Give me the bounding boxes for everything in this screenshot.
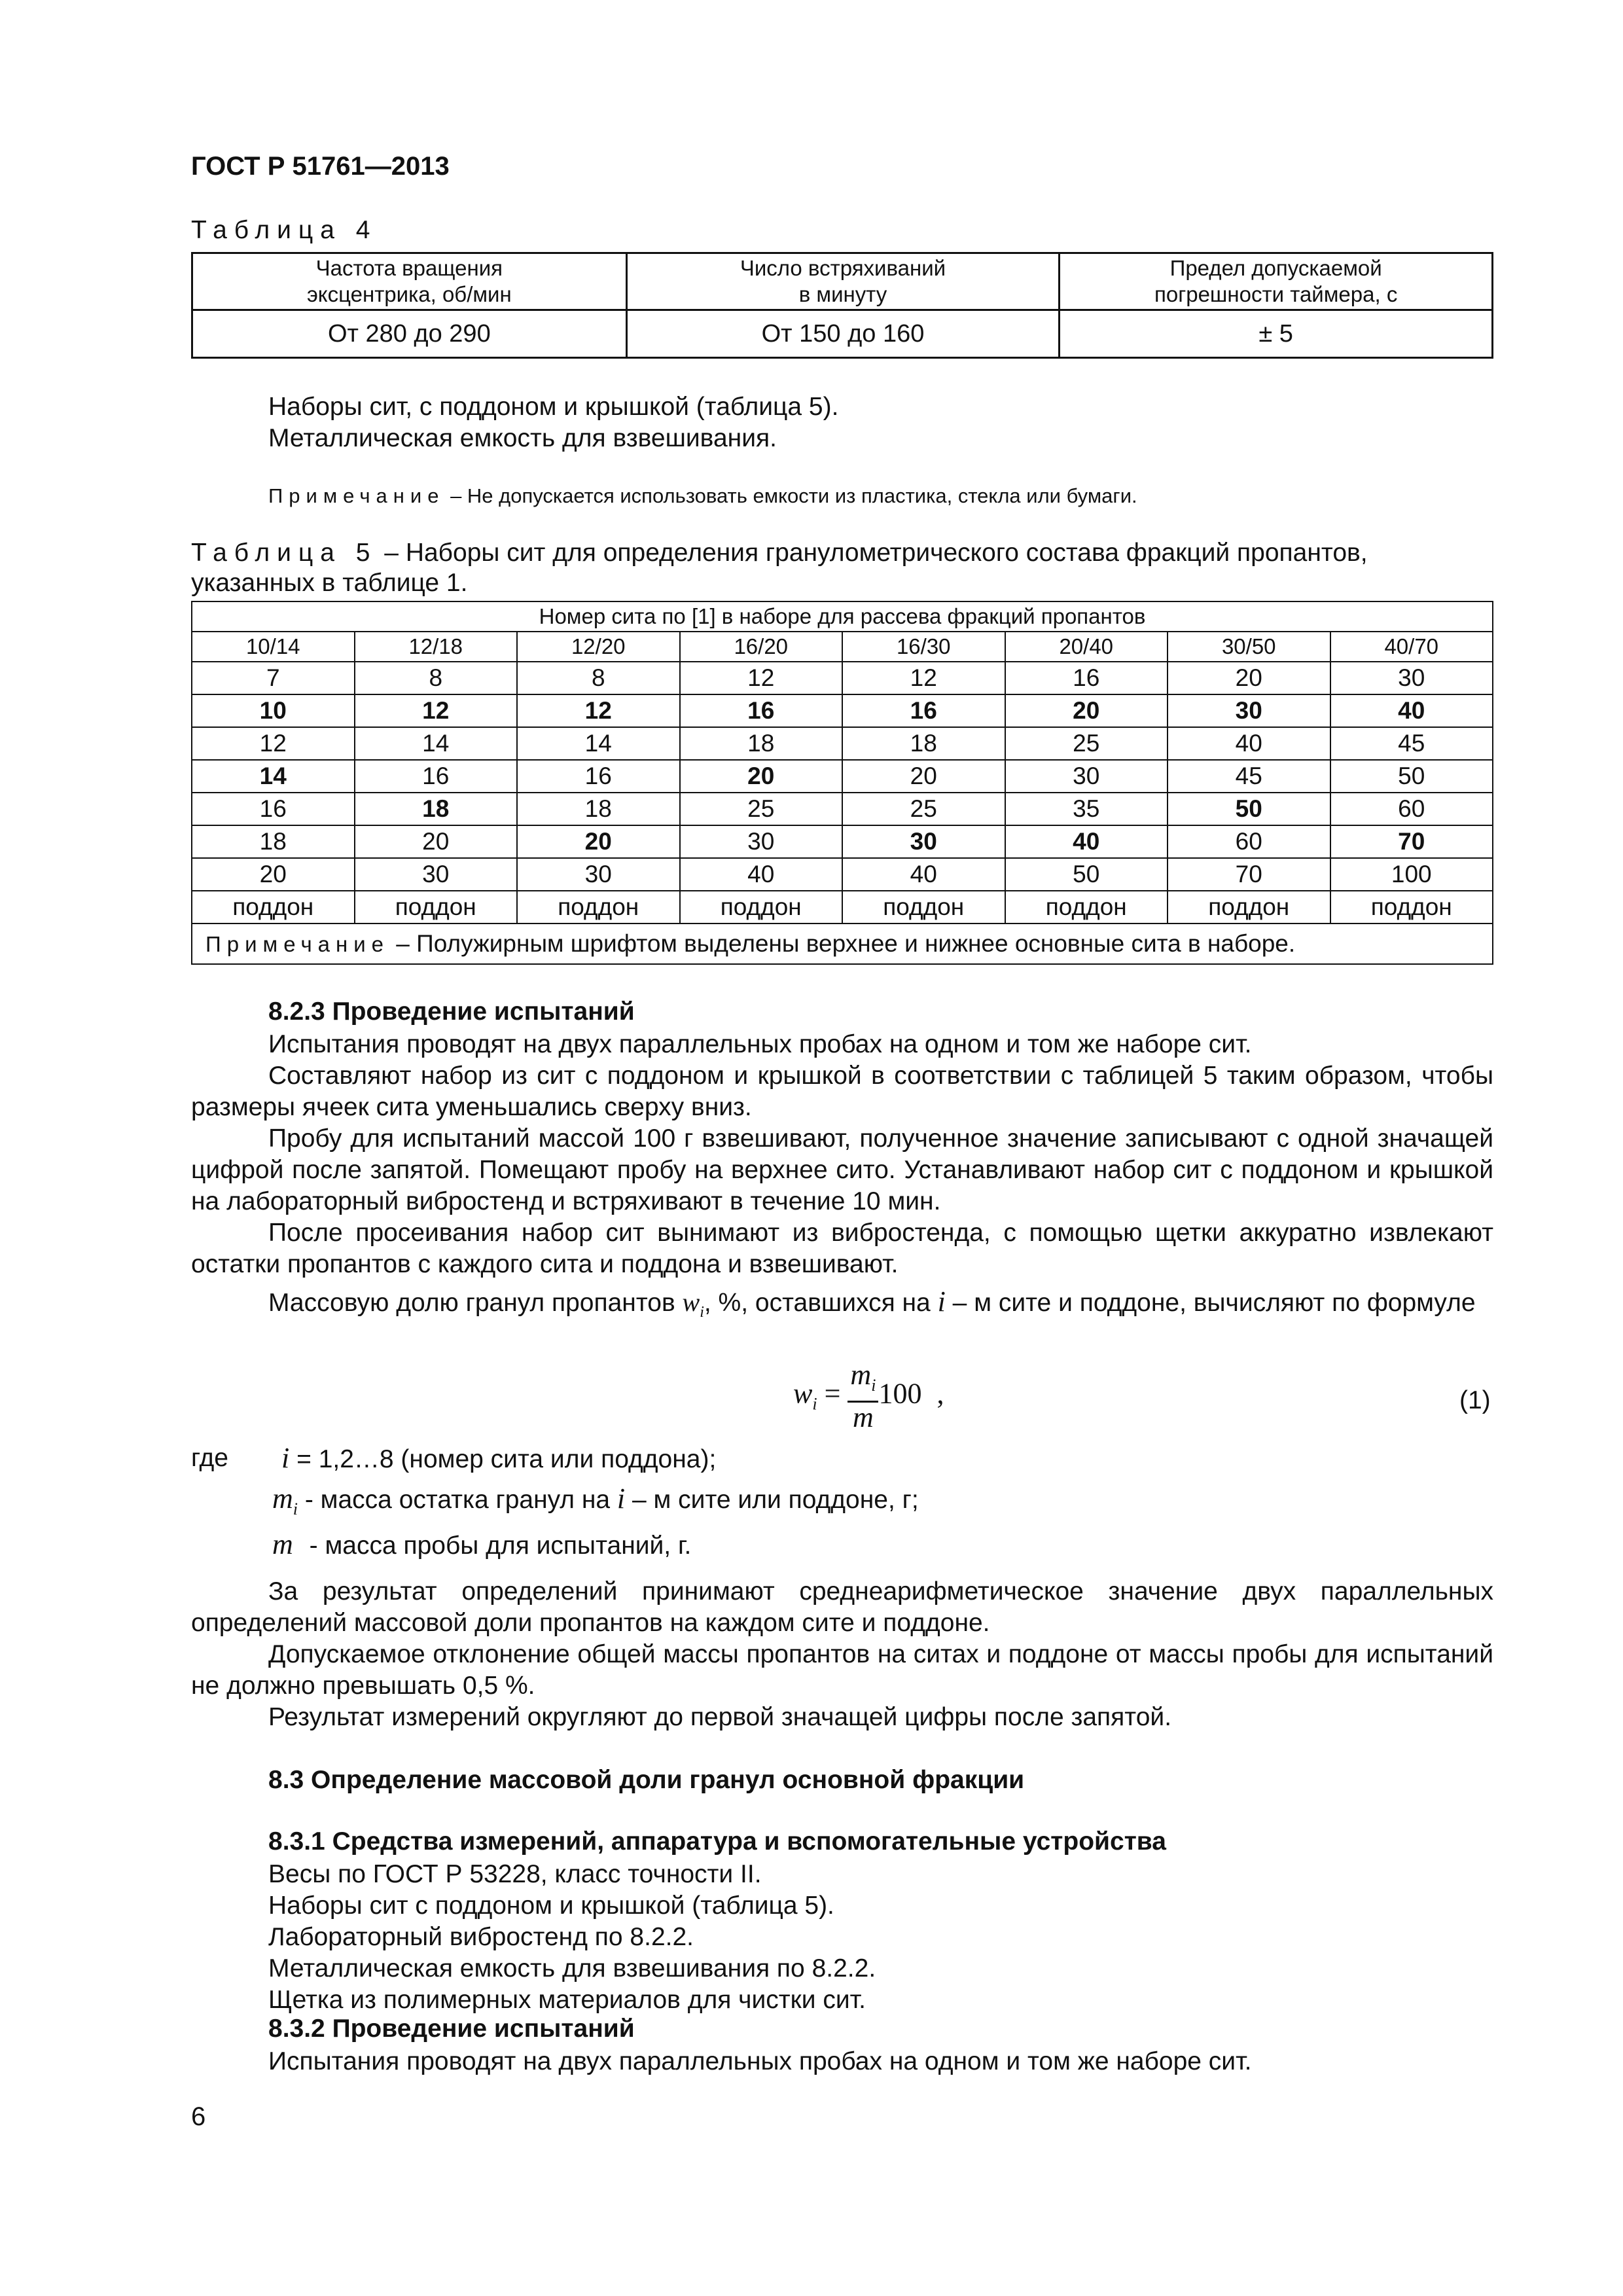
table-cell: 70: [1330, 825, 1493, 858]
table5-column-header: 30/50: [1168, 632, 1330, 662]
table-cell: 30: [842, 825, 1005, 858]
table-cell: поддон: [1005, 891, 1168, 924]
table5-column-header: 40/70: [1330, 632, 1493, 662]
table-cell: 50: [1005, 858, 1168, 891]
table-cell: 40: [842, 858, 1005, 891]
variable-i: i: [937, 1285, 946, 1318]
table-cell: 12: [680, 662, 843, 694]
table4-header-cell: Число встряхиваний в минуту: [626, 253, 1060, 310]
table-cell: поддон: [1330, 891, 1493, 924]
table-cell: 12: [842, 662, 1005, 694]
table-cell: 45: [1168, 760, 1330, 793]
paragraph: Результат измерений округляют до первой значащей цифры после запятой.: [268, 1703, 1172, 1731]
table5-caption: Таблица 5 – Наборы сит для определения гранулометрического состава фракций пропантов, указанных в таблице 1.: [191, 539, 1368, 597]
list-item: Металлическая емкость для взвешивания по 8.2.2.: [268, 1954, 876, 1982]
table5-span-header: Номер сита по [1] в наборе для рассева фракций пропантов: [192, 601, 1493, 632]
page-number: 6: [191, 2102, 206, 2131]
table-cell: поддон: [192, 891, 355, 924]
variable-w: $w_i$: [682, 1287, 704, 1321]
table-cell: 35: [1005, 793, 1168, 825]
table-cell: 60: [1330, 793, 1493, 825]
table-cell: 100: [1330, 858, 1493, 891]
formula-fraction: $\frac{m_i}{m}$: [847, 1360, 878, 1433]
where-line-mi: $m_i$ - масса остатка гранул на i – м сите или поддоне, г;: [272, 1482, 919, 1518]
formula-number: (1): [1459, 1386, 1491, 1414]
table-row: [192, 891, 1493, 924]
table-cell: 18: [680, 727, 843, 760]
table-cell: 60: [1168, 825, 1330, 858]
section-title-8-3-1: 8.3.1 Средства измерений, аппаратура и вспомогательные устройства: [268, 1827, 1166, 1856]
paragraph-container: Металлическая емкость для взвешивания.: [268, 424, 777, 452]
list-item: Весы по ГОСТ Р 53228, класс точности II.: [268, 1860, 762, 1888]
table-cell: 12: [355, 694, 518, 727]
section-title-8-3-2: 8.3.2 Проведение испытаний: [268, 2015, 635, 2043]
table5-column-header: 12/18: [355, 632, 518, 662]
table-cell: 18: [355, 793, 518, 825]
note-label: Примечание: [268, 484, 445, 507]
table-cell: 30: [1005, 760, 1168, 793]
table-cell: поддон: [355, 891, 518, 924]
table-cell: 30: [680, 825, 843, 858]
table5-note: Примечание – Полужирным шрифтом выделены верхнее и нижнее основные сита в наборе.: [192, 924, 1493, 964]
paragraph-sieves: Наборы сит, с поддоном и крышкой (таблица 5).: [268, 393, 839, 421]
table-cell: 20: [192, 858, 355, 891]
table-row: [192, 825, 1493, 858]
table-cell: 40: [1005, 825, 1168, 858]
table5-column-header: 20/40: [1005, 632, 1168, 662]
table-cell: 16: [842, 694, 1005, 727]
paragraph: За результат определений принимают среднеарифметическое значение двух параллельных определений массовой доли пропантов на каждом сите и поддоне.: [191, 1577, 1493, 1637]
table-cell: 25: [1005, 727, 1168, 760]
table-cell: 16: [1005, 662, 1168, 694]
table4: [191, 252, 1493, 359]
table-cell: 40: [1168, 727, 1330, 760]
note-1: [268, 484, 1137, 508]
list-item: Наборы сит с поддоном и крышкой (таблица 5).: [268, 1892, 834, 1920]
table-cell: 30: [517, 858, 680, 891]
paragraph: Пробу для испытаний массой 100 г взвешивают, полученное значение записывают с одной значащей цифрой после запятой. Помещают пробу на верхнее сито. Устанавливают набор сит с поддоном и крышкой на лабораторный вибростенд и встряхивают в течение 10 мин.: [191, 1124, 1493, 1215]
table5-column-header: 12/20: [517, 632, 680, 662]
table-row: [192, 858, 1493, 891]
table4-header-cell: Частота вращения эксцентрика, об/мин: [192, 253, 627, 310]
table-cell: 10: [192, 694, 355, 727]
table-cell: поддон: [1168, 891, 1330, 924]
table-cell: 16: [192, 793, 355, 825]
table-cell: 30: [1168, 694, 1330, 727]
paragraph: Допускаемое отклонение общей массы пропантов на ситах и поддоне от массы пробы для испытаний не должно превышать 0,5 %.: [191, 1640, 1493, 1700]
table-cell: 12: [192, 727, 355, 760]
table-cell: 16: [355, 760, 518, 793]
table-cell: 50: [1330, 760, 1493, 793]
section-title-8-3: 8.3 Определение массовой доли гранул основной фракции: [268, 1766, 1025, 1794]
table5: [191, 601, 1493, 965]
where-line-i: i = 1,2…8 (номер сита или поддона);: [281, 1442, 717, 1474]
list-item: Щетка из полимерных материалов для чистки сит.: [268, 1986, 866, 2014]
table5-column-header: 16/20: [680, 632, 843, 662]
table-cell: 7: [192, 662, 355, 694]
table-cell: 8: [517, 662, 680, 694]
table4-header-cell: Предел допускаемой погрешности таймера, с: [1060, 253, 1493, 310]
table-cell: 20: [1005, 694, 1168, 727]
table5-column-header: 16/30: [842, 632, 1005, 662]
table-cell: 40: [680, 858, 843, 891]
table4-value-cell: ± 5: [1060, 310, 1493, 358]
table-cell: 16: [517, 760, 680, 793]
paragraph: После просеивания набор сит вынимают из вибростенда, с помощью щетки аккуратно извлекают остатки пропантов с каждого сита и поддона и взвешивают.: [191, 1219, 1493, 1278]
where-label: где: [191, 1444, 228, 1472]
paragraph: Испытания проводят на двух параллельных пробах на одном и том же наборе сит.: [268, 1030, 1252, 1058]
table-cell: 20: [517, 825, 680, 858]
table-cell: 20: [842, 760, 1005, 793]
table-row: [192, 793, 1493, 825]
table-cell: 12: [517, 694, 680, 727]
table-cell: 40: [1330, 694, 1493, 727]
table-cell: 14: [192, 760, 355, 793]
table4-caption: Таблица 4: [191, 216, 378, 244]
table-cell: 45: [1330, 727, 1493, 760]
table-cell: 14: [355, 727, 518, 760]
table-cell: 70: [1168, 858, 1330, 891]
table5-column-header: 10/14: [192, 632, 355, 662]
table-cell: 18: [192, 825, 355, 858]
table-cell: поддон: [842, 891, 1005, 924]
table-cell: 20: [1168, 662, 1330, 694]
table-cell: 16: [680, 694, 843, 727]
table-cell: 50: [1168, 793, 1330, 825]
table-cell: 14: [517, 727, 680, 760]
table-cell: 20: [355, 825, 518, 858]
table-cell: 18: [517, 793, 680, 825]
note-text: – Не допускается использовать емкости из пластика, стекла или бумаги.: [450, 484, 1137, 507]
document-header: ГОСТ Р 51761—2013: [191, 152, 450, 181]
table-cell: 30: [355, 858, 518, 891]
table4-value-cell: От 280 до 290: [192, 310, 627, 358]
table-row: [192, 694, 1493, 727]
section-title-8-2-3: 8.2.3 Проведение испытаний: [268, 997, 635, 1026]
table-cell: 20: [680, 760, 843, 793]
table-row: [192, 662, 1493, 694]
paragraph: Составляют набор из сит с поддоном и крышкой в соответствии с таблицей 5 таким образом, чтобы размеры ячеек сита уменьшались сверху вниз.: [191, 1062, 1493, 1121]
table-cell: поддон: [680, 891, 843, 924]
table-row: [192, 727, 1493, 760]
table-cell: 25: [842, 793, 1005, 825]
table-cell: 18: [842, 727, 1005, 760]
table-cell: 30: [1330, 662, 1493, 694]
table-cell: 8: [355, 662, 518, 694]
table-cell: 25: [680, 793, 843, 825]
table-row: [192, 760, 1493, 793]
table4-value-cell: От 150 до 160: [626, 310, 1060, 358]
table-cell: поддон: [517, 891, 680, 924]
formula-1: $w_i$ = $\frac{m_i}{m}$ 100 ,: [793, 1359, 944, 1433]
where-line-m: m - масса пробы для испытаний, г.: [272, 1528, 692, 1560]
list-item: Лабораторный вибростенд по 8.2.2.: [268, 1923, 694, 1951]
paragraph-formula-intro: Массовую долю гранул пропантов $w_i$, %, оставшихся на i – м сите и поддоне, вычисляют по формуле: [268, 1285, 1476, 1321]
paragraph: Испытания проводят на двух параллельных пробах на одном и том же наборе сит.: [268, 2047, 1252, 2075]
